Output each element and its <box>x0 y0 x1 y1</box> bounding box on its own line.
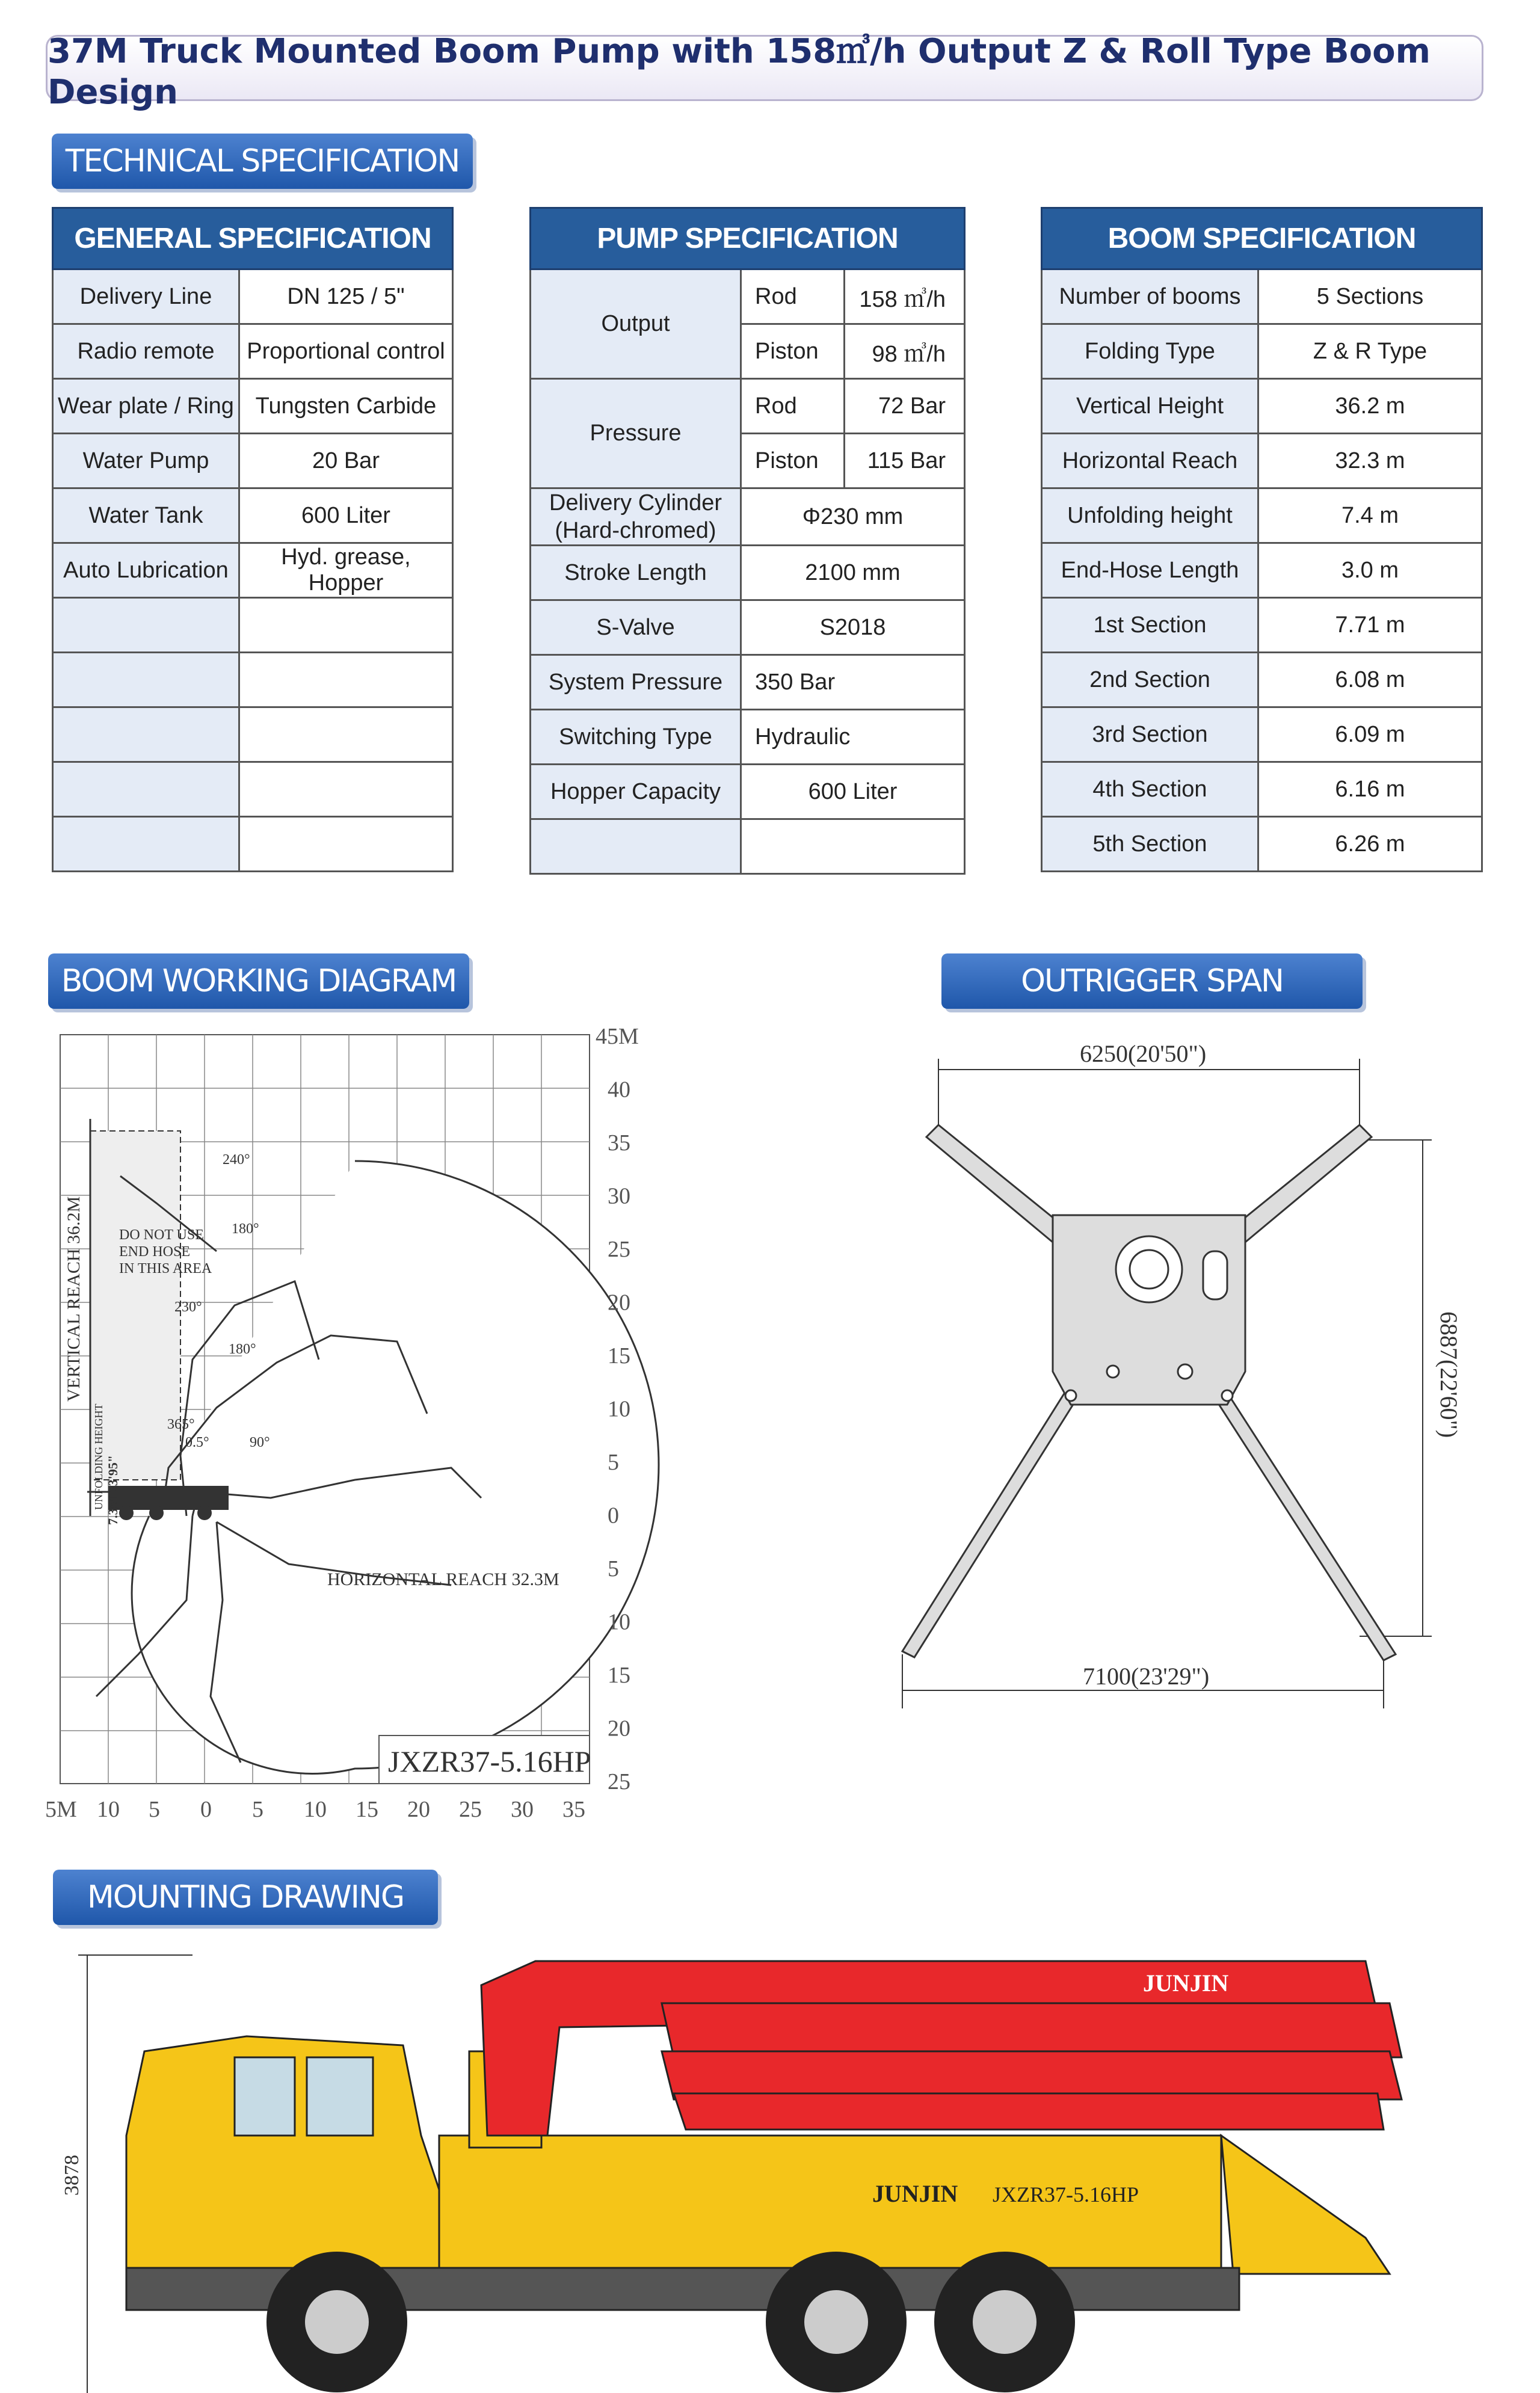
table-row <box>1042 269 1482 324</box>
spec-label: End-Hose Length <box>1042 543 1258 598</box>
spec-value: 36.2 m <box>1258 379 1482 434</box>
x-tick-label: 15 <box>356 1797 378 1822</box>
spec-label: Water Pump <box>53 434 239 488</box>
x-tick-label: 5 <box>252 1797 263 1822</box>
angle-label: 240° <box>223 1152 250 1168</box>
spec-label: Number of booms <box>1042 269 1258 324</box>
technical-spec-badge: TECHNICAL SPECIFICATION <box>52 134 473 189</box>
spec-value: 32.3 m <box>1258 434 1482 488</box>
spec-value: 6.26 m <box>1258 817 1482 872</box>
table-row <box>531 765 965 819</box>
spec-value: 5 Sections <box>1258 269 1482 324</box>
table-row <box>53 269 453 324</box>
cylinder-label <box>531 488 741 546</box>
spec-value: 7.71 m <box>1258 598 1482 653</box>
y-tick-label: 10 <box>608 1609 630 1635</box>
outrigger-right-dim: 6887(22'60") <box>1435 1311 1462 1438</box>
outrigger-bottom-dim: 7100(23'29") <box>1083 1663 1210 1690</box>
output-rod-label: Rod <box>741 269 845 324</box>
table-row <box>531 546 965 600</box>
mounting-drawing-badge: MOUNTING DRAWING <box>53 1870 438 1925</box>
spec-value: 6.09 m <box>1258 707 1482 762</box>
angle-label: 0.5° <box>185 1435 209 1450</box>
output-piston-label: Piston <box>741 324 845 379</box>
spec-label: Unfolding height <box>1042 488 1258 543</box>
table-row <box>1042 817 1482 872</box>
cylinder-label-line1: Delivery Cylinder <box>549 490 722 516</box>
y-tick-label: 15 <box>608 1663 630 1688</box>
table-row-empty <box>53 653 453 707</box>
table-row <box>1042 324 1482 379</box>
boom-spec-header: BOOM SPECIFICATION <box>1042 208 1482 269</box>
y-tick-label: 15 <box>608 1343 630 1369</box>
pump-spec-header: PUMP SPECIFICATION <box>531 208 965 269</box>
x-tick-label: 5M <box>45 1797 77 1822</box>
spec-label: Radio remote <box>53 324 239 379</box>
spec-label: Hopper Capacity <box>531 765 741 819</box>
spec-value: 3.0 m <box>1258 543 1482 598</box>
output-piston-value: 98 ㎥/h <box>845 324 965 379</box>
spec-value: Proportional control <box>239 324 453 379</box>
angle-label: 365° <box>167 1417 195 1432</box>
y-tick-label: 10 <box>608 1396 630 1422</box>
table-row <box>531 269 965 324</box>
pressure-rod-label: Rod <box>741 379 845 434</box>
x-tick-label: 10 <box>304 1797 327 1822</box>
spec-label: System Pressure <box>531 655 741 710</box>
page-title: 37M Truck Mounted Boom Pump with 158㎥/h Output Z & Roll Type Boom Design <box>46 35 1483 101</box>
boom-brand-label: JUNJIN <box>1143 1970 1229 1997</box>
unfolding-height-value: 7.3M 23'95" <box>105 1455 120 1525</box>
y-tick-label: 5 <box>608 1556 619 1581</box>
general-spec-header: GENERAL SPECIFICATION <box>53 208 453 269</box>
table-row-empty <box>53 707 453 762</box>
spec-label: Vertical Height <box>1042 379 1258 434</box>
pressure-rod-value: 72 Bar <box>845 379 965 434</box>
table-row <box>531 379 965 434</box>
angle-label: 90° <box>250 1435 270 1450</box>
mounting-height-dim: 3878 <box>61 2155 83 2196</box>
table-row <box>1042 762 1482 817</box>
spec-label: Stroke Length <box>531 546 741 600</box>
x-tick-label: 35 <box>562 1797 585 1822</box>
table-row-empty <box>531 819 965 874</box>
spec-value: 6.08 m <box>1258 653 1482 707</box>
general-spec-table <box>52 207 454 872</box>
spec-value: Tungsten Carbide <box>239 379 453 434</box>
mounting-drawing <box>54 1937 1486 2393</box>
spec-label: 5th Section <box>1042 817 1258 872</box>
y-tick-label: 35 <box>608 1130 630 1156</box>
unfolding-height-label: UNFOLDING HEIGHT <box>93 1403 105 1510</box>
table-row <box>1042 488 1482 543</box>
spec-value: 600 Liter <box>239 488 453 543</box>
boom-spec-table <box>1041 207 1483 872</box>
pressure-piston-value: 115 Bar <box>845 434 965 488</box>
y-tick-label: 40 <box>608 1077 630 1103</box>
table-row <box>531 488 965 546</box>
output-label: Output <box>531 269 741 379</box>
table-row <box>53 379 453 434</box>
spec-label: Folding Type <box>1042 324 1258 379</box>
cylinder-label-line2: (Hard-chromed) <box>555 518 716 543</box>
x-tick-label: 10 <box>97 1797 120 1822</box>
table-row <box>1042 543 1482 598</box>
spec-value: 600 Liter <box>741 765 965 819</box>
angle-label: 180° <box>232 1221 259 1237</box>
output-rod-value: 158 ㎥/h <box>845 269 965 324</box>
spec-value: 20 Bar <box>239 434 453 488</box>
vertical-reach-label: VERTICAL REACH 36.2M <box>64 1196 84 1402</box>
table-row <box>53 488 453 543</box>
table-row <box>1042 434 1482 488</box>
spec-value: 7.4 m <box>1258 488 1482 543</box>
spec-label: 1st Section <box>1042 598 1258 653</box>
spec-label: 2nd Section <box>1042 653 1258 707</box>
spec-value: DN 125 / 5" <box>239 269 453 324</box>
table-row <box>53 434 453 488</box>
spec-label: Horizontal Reach <box>1042 434 1258 488</box>
table-row <box>531 710 965 765</box>
pressure-piston-label: Piston <box>741 434 845 488</box>
table-row <box>531 655 965 710</box>
table-row <box>1042 707 1482 762</box>
spec-label: S-Valve <box>531 600 741 655</box>
table-row-empty <box>53 817 453 872</box>
warning-line3: IN THIS AREA <box>119 1261 212 1277</box>
body-model-label: JXZR37-5.16HP <box>993 2182 1139 2207</box>
y-tick-label: 45M <box>596 1024 639 1049</box>
angle-label: 180° <box>229 1341 256 1357</box>
warning-line1: DO NOT USE <box>119 1227 204 1243</box>
table-row <box>1042 653 1482 707</box>
spec-value: Z & R Type <box>1258 324 1482 379</box>
x-tick-label: 0 <box>200 1797 212 1822</box>
table-row-empty <box>53 598 453 653</box>
y-tick-label: 30 <box>608 1183 630 1209</box>
spec-label: Wear plate / Ring <box>53 379 239 434</box>
table-row <box>1042 598 1482 653</box>
angle-label: 230° <box>174 1299 202 1315</box>
spec-label: 4th Section <box>1042 762 1258 817</box>
table-row-empty <box>53 762 453 817</box>
boom-working-diagram <box>36 1023 674 1841</box>
y-tick-label: 5 <box>608 1450 619 1475</box>
outrigger-badge: OUTRIGGER SPAN <box>941 953 1363 1009</box>
y-tick-label: 25 <box>608 1769 630 1794</box>
boom-diagram-badge: BOOM WORKING DIAGRAM <box>48 953 469 1009</box>
y-tick-label: 20 <box>608 1290 630 1316</box>
x-tick-label: 25 <box>459 1797 482 1822</box>
outrigger-top-dim: 6250(20'50") <box>1080 1040 1207 1067</box>
y-tick-label: 20 <box>608 1716 630 1742</box>
warning-line2: END HOSE <box>119 1244 190 1260</box>
x-tick-label: 20 <box>407 1797 430 1822</box>
spec-value: 2100 mm <box>741 546 965 600</box>
horizontal-reach-label: HORIZONTAL REACH 32.3M <box>327 1569 559 1589</box>
spec-value: Hyd. grease, Hopper <box>239 543 453 598</box>
pressure-label: Pressure <box>531 379 741 488</box>
cylinder-value: Φ230 mm <box>741 488 965 546</box>
table-row <box>53 543 453 598</box>
table-row <box>531 600 965 655</box>
table-row <box>53 324 453 379</box>
spec-value: Hydraulic <box>741 710 965 765</box>
table-row <box>1042 379 1482 434</box>
y-tick-label: 0 <box>608 1503 619 1529</box>
spec-label: Water Tank <box>53 488 239 543</box>
x-tick-label: 5 <box>149 1797 160 1822</box>
diagram-model-label: JXZR37-5.16HP <box>388 1745 591 1778</box>
x-tick-label: 30 <box>511 1797 534 1822</box>
spec-label: Delivery Line <box>53 269 239 324</box>
outrigger-span-diagram <box>890 1023 1504 1732</box>
spec-label: Auto Lubrication <box>53 543 239 598</box>
y-tick-label: 25 <box>608 1237 630 1262</box>
spec-value: S2018 <box>741 600 965 655</box>
spec-value: 350 Bar <box>741 655 965 710</box>
spec-label: Switching Type <box>531 710 741 765</box>
pump-spec-table <box>529 207 966 875</box>
spec-value: 6.16 m <box>1258 762 1482 817</box>
spec-label: 3rd Section <box>1042 707 1258 762</box>
body-brand-label: JUNJIN <box>872 2180 958 2207</box>
